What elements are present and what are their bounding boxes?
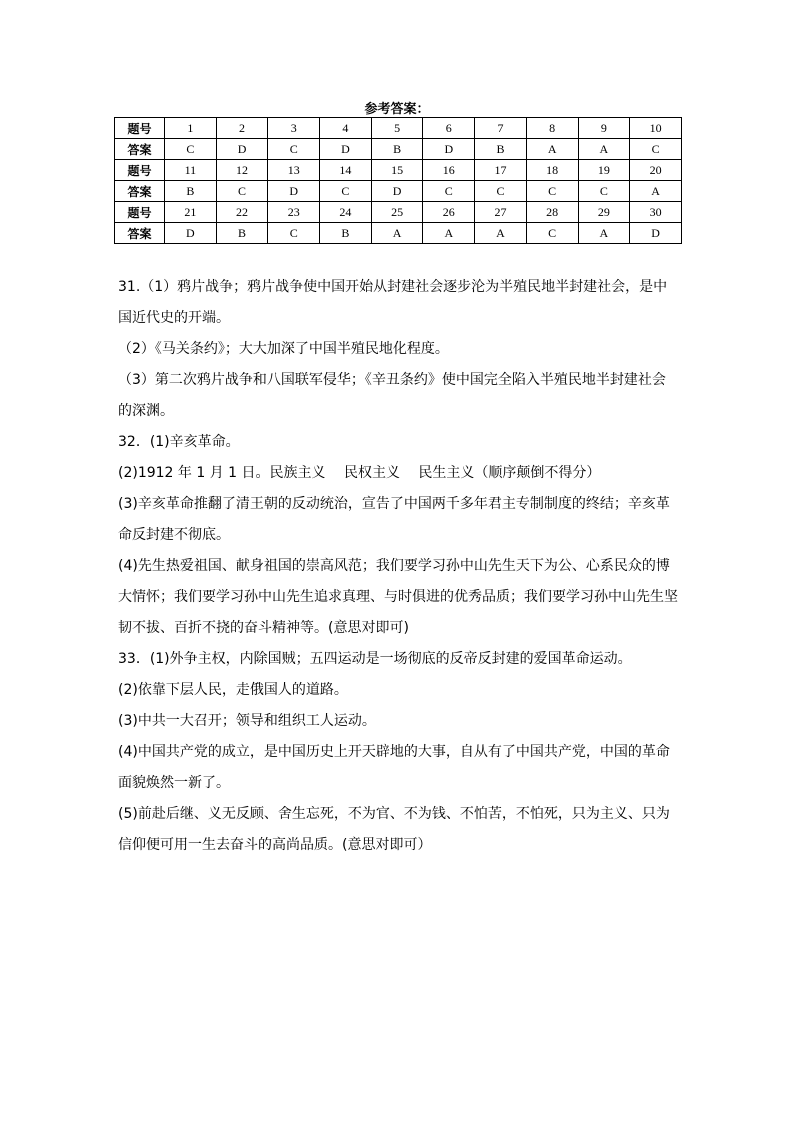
table-cell: 24 xyxy=(320,202,372,223)
table-cell: A xyxy=(578,139,630,160)
table-cell: B xyxy=(216,223,268,244)
answer-paragraph: (3)中共一大召开；领导和组织工人运动。 xyxy=(118,713,376,729)
table-cell: D xyxy=(630,223,682,244)
table-cell: C xyxy=(165,139,217,160)
table-cell: 5 xyxy=(371,118,423,139)
table-cell: 3 xyxy=(268,118,320,139)
row-label: 题号 xyxy=(115,202,165,223)
table-cell: 9 xyxy=(578,118,630,139)
table-cell: A xyxy=(423,223,475,244)
table-cell: C xyxy=(268,139,320,160)
table-cell: 21 xyxy=(165,202,217,223)
table-cell: 28 xyxy=(526,202,578,223)
answer-paragraph: (2)依靠下层人民，走俄国人的道路。 xyxy=(118,682,348,698)
table-cell: B xyxy=(371,139,423,160)
table-cell: 29 xyxy=(578,202,630,223)
table-cell: C xyxy=(216,181,268,202)
table-cell: B xyxy=(165,181,217,202)
row-label: 答案 xyxy=(115,223,165,244)
table-row xyxy=(115,181,682,202)
answer-key-title: 参考答案： xyxy=(364,102,430,117)
table-cell: 11 xyxy=(165,160,217,181)
answer-paragraph: (4)先生热爱祖国、献身祖国的崇高风范；我们要学习孙中山先生天下为公、心系民众的博大情怀；我们要学习孙中山先生追求真理、与时俱进的优秀品质；我们要学习孙中山先生坚韧不拔、百折不挠的奋斗精神等。(意思对即可) xyxy=(118,558,678,636)
table-cell: 6 xyxy=(423,118,475,139)
table-cell: 4 xyxy=(320,118,372,139)
table-cell: 7 xyxy=(475,118,527,139)
table-cell: D xyxy=(216,139,268,160)
table-cell: B xyxy=(320,223,372,244)
table-row xyxy=(115,118,682,139)
table-cell: 14 xyxy=(320,160,372,181)
answer-paragraph: （2）《马关条约》；大大加深了中国半殖民地化程度。 xyxy=(118,341,449,357)
row-label: 答案 xyxy=(115,181,165,202)
table-cell: 25 xyxy=(371,202,423,223)
answer-paragraph: (2)1912 年 1 月 1 日。民族主义 民权主义 民生主义（顺序颠倒不得分） xyxy=(118,465,601,481)
table-cell: 22 xyxy=(216,202,268,223)
table-cell: 18 xyxy=(526,160,578,181)
table-cell: C xyxy=(526,181,578,202)
table-cell: 1 xyxy=(165,118,217,139)
table-cell: 13 xyxy=(268,160,320,181)
answer-table xyxy=(114,117,682,244)
row-label: 答案 xyxy=(115,139,165,160)
table-cell: A xyxy=(371,223,423,244)
table-cell: C xyxy=(320,181,372,202)
answer-paragraph: 32．(1)辛亥革命。 xyxy=(118,434,240,450)
table-cell: C xyxy=(268,223,320,244)
table-cell: C xyxy=(475,181,527,202)
table-cell: D xyxy=(320,139,372,160)
table-cell: A xyxy=(630,181,682,202)
table-cell: 17 xyxy=(475,160,527,181)
table-cell: C xyxy=(630,139,682,160)
table-cell: 20 xyxy=(630,160,682,181)
answer-paragraph: (4)中国共产党的成立，是中国历史上开天辟地的大事，自从有了中国共产党，中国的革命面貌焕然一新了。 xyxy=(118,744,670,791)
table-cell: D xyxy=(371,181,423,202)
table-cell: A xyxy=(526,139,578,160)
answer-paragraph: 33．(1)外争主权，内除国贼；五四运动是一场彻底的反帝反封建的爱国革命运动。 xyxy=(118,651,632,667)
table-cell: A xyxy=(475,223,527,244)
table-cell: 16 xyxy=(423,160,475,181)
answer-paragraph: 31.（1）鸦片战争；鸦片战争使中国开始从封建社会逐步沦为半殖民地半封建社会，是中国近代史的开端。 xyxy=(118,279,668,326)
table-cell: C xyxy=(578,181,630,202)
table-row xyxy=(115,223,682,244)
table-cell: 15 xyxy=(371,160,423,181)
table-cell: 27 xyxy=(475,202,527,223)
table-row xyxy=(115,139,682,160)
row-label: 题号 xyxy=(115,118,165,139)
table-cell: 12 xyxy=(216,160,268,181)
table-row xyxy=(115,160,682,181)
table-cell: C xyxy=(526,223,578,244)
table-cell: A xyxy=(578,223,630,244)
table-cell: 8 xyxy=(526,118,578,139)
table-cell: 19 xyxy=(578,160,630,181)
answer-paragraph: (5)前赴后继、义无反顾、舍生忘死，不为官、不为钱、不怕苦，不怕死，只为主义、只为信仰便可用一生去奋斗的高尚品质。(意思对即可） xyxy=(118,806,670,853)
table-cell: 30 xyxy=(630,202,682,223)
table-cell: D xyxy=(165,223,217,244)
table-cell: 23 xyxy=(268,202,320,223)
table-cell: 26 xyxy=(423,202,475,223)
answer-paragraph: （3）第二次鸦片战争和八国联军侵华；《辛丑条约》使中国完全陷入半殖民地半封建社会的深渊。 xyxy=(118,372,666,419)
table-cell: B xyxy=(475,139,527,160)
answer-paragraph: (3)辛亥革命推翻了清王朝的反动统治，宣告了中国两千多年君主专制制度的终结；辛亥革命反封建不彻底。 xyxy=(118,496,670,543)
table-cell: 10 xyxy=(630,118,682,139)
row-label: 题号 xyxy=(115,160,165,181)
table-cell: D xyxy=(268,181,320,202)
table-cell: D xyxy=(423,139,475,160)
table-cell: 2 xyxy=(216,118,268,139)
answer-text-body xyxy=(118,272,678,861)
table-row xyxy=(115,202,682,223)
table-cell: C xyxy=(423,181,475,202)
